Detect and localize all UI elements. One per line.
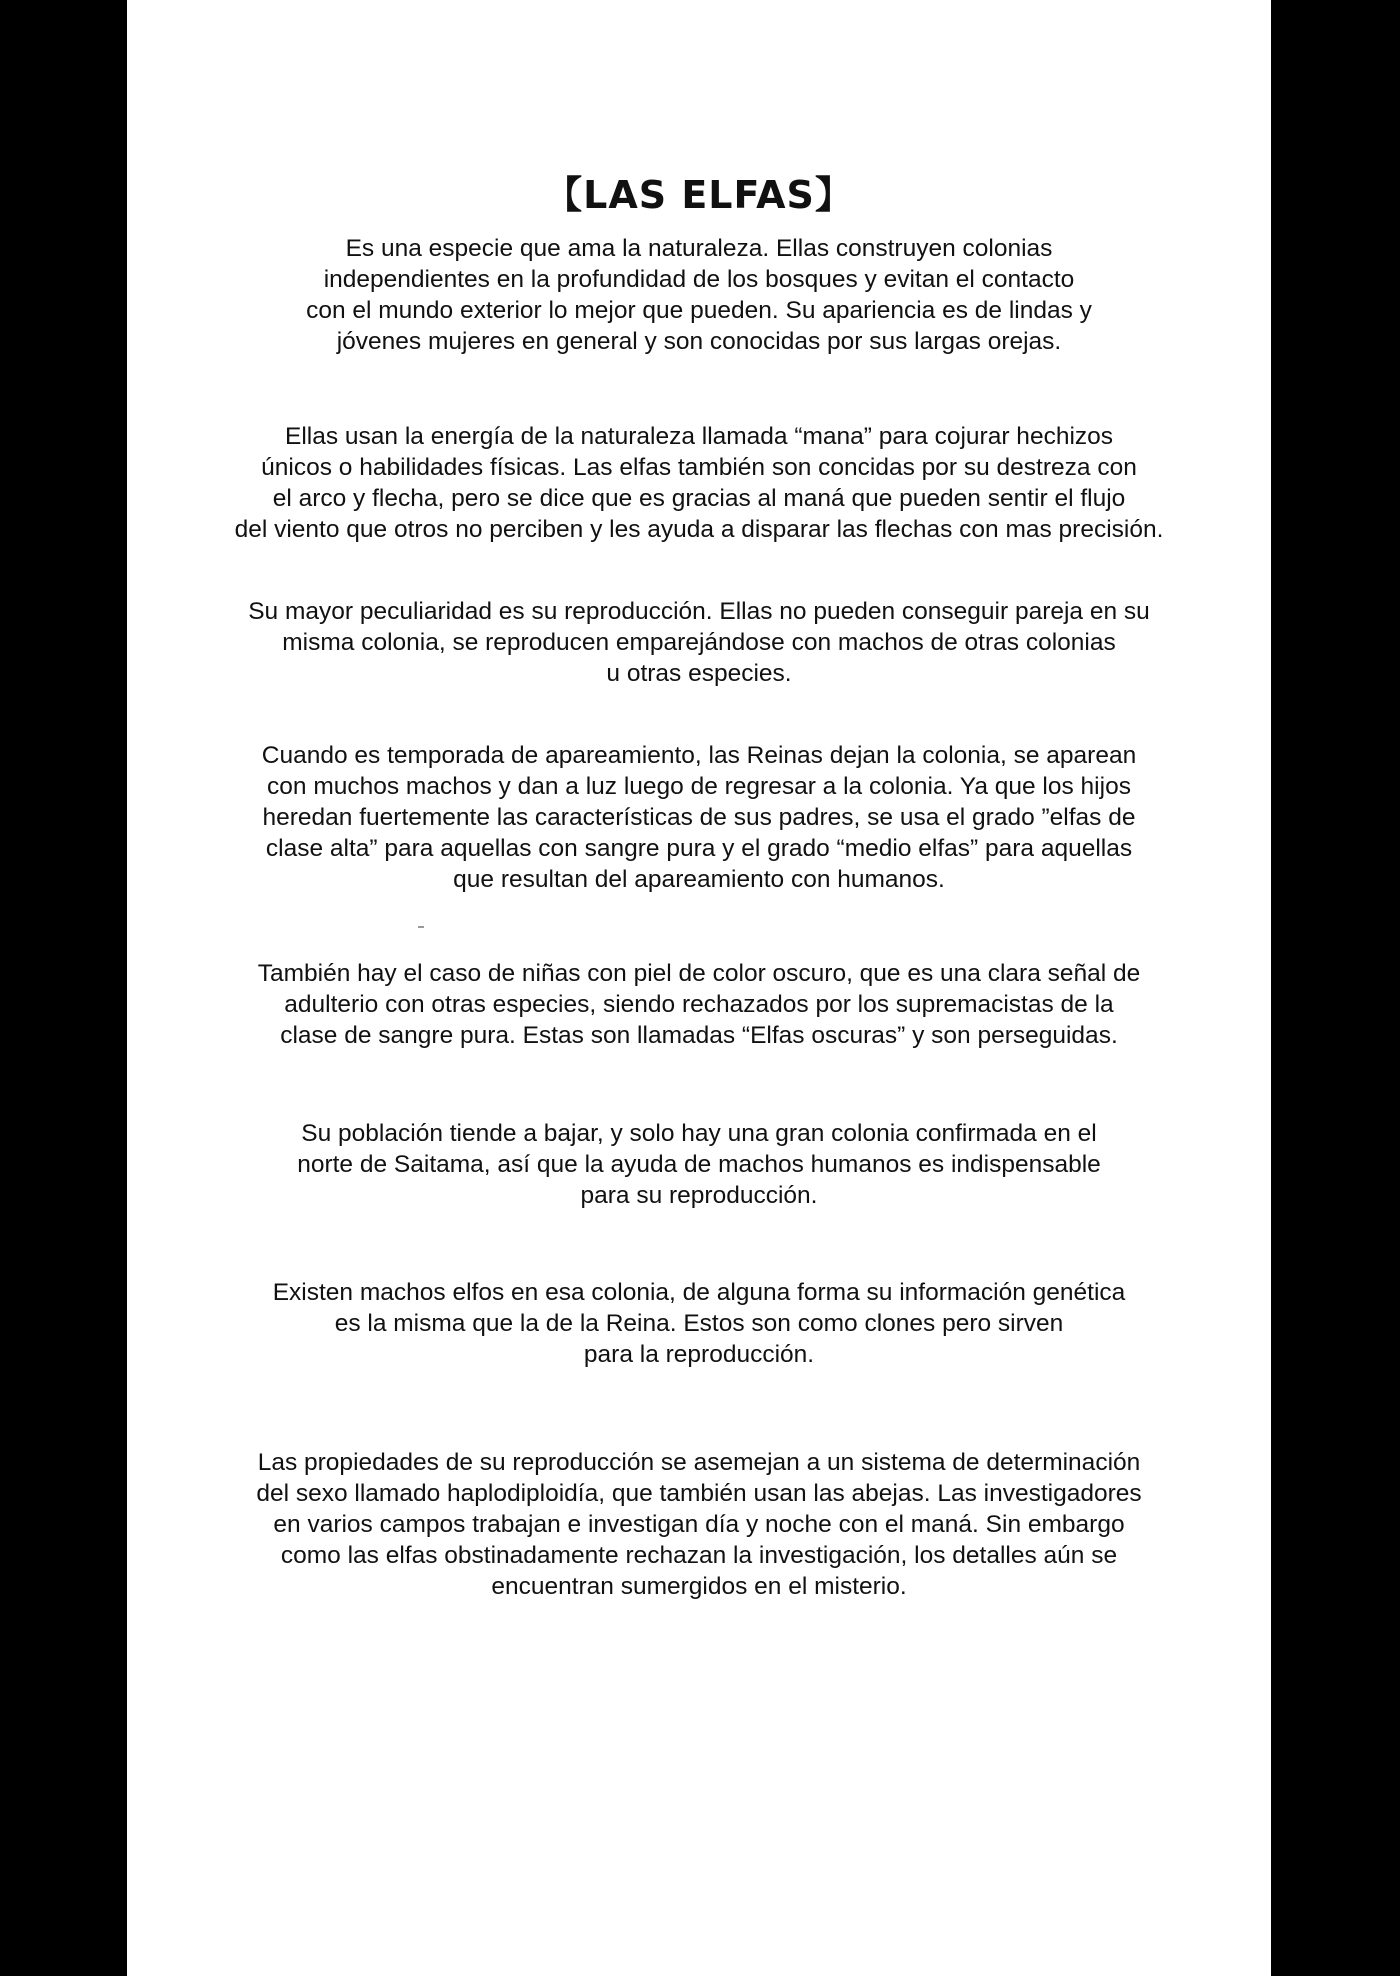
text-line: independientes en la profundidad de los bosques y evitan el contacto	[323, 266, 1075, 293]
text-line: También hay el caso de niñas con piel de color oscuro, que es una clara señal de	[257, 960, 1141, 987]
paragraph-8	[167, 1447, 1231, 1602]
text-line: como las elfas obstinadamente rechazan la investigación, los detalles aún se	[280, 1542, 1118, 1569]
paragraph-7	[167, 1277, 1231, 1370]
text-line: con el mundo exterior lo mejor que pueden. Su apariencia es de lindas y	[306, 297, 1092, 324]
text-line: Cuando es temporada de apareamiento, las Reinas dejan la colonia, se aparean	[261, 742, 1137, 769]
paragraph-2	[167, 421, 1231, 545]
text-line: del sexo llamado haplodiploidía, que también usan las abejas. Las investigadores	[256, 1480, 1142, 1507]
text-line: misma colonia, se reproducen emparejándose con machos de otras colonias	[282, 629, 1116, 656]
text-line: norte de Saitama, así que la ayuda de machos humanos es indispensable	[297, 1151, 1101, 1178]
text-line: en varios campos trabajan e investigan día y noche con el maná. Sin embargo	[273, 1511, 1125, 1538]
text-line: es la misma que la de la Reina. Estos son como clones pero sirven	[334, 1310, 1064, 1337]
page-title: 【LAS ELFAS】	[544, 173, 854, 217]
text-line: u otras especies.	[606, 660, 792, 687]
text-line: que resultan del apareamiento con humanos.	[453, 866, 945, 893]
text-line: el arco y flecha, pero se dice que es gracias al maná que pueden sentir el flujo	[272, 485, 1126, 512]
text-line: heredan fuertemente las características de sus padres, se usa el grado ”elfas de	[262, 804, 1136, 831]
document-page	[127, 0, 1271, 1976]
text-line: Su población tiende a bajar, y solo hay una gran colonia confirmada en el	[301, 1120, 1097, 1147]
text-line: Existen machos elfos en esa colonia, de alguna forma su información genética	[272, 1279, 1126, 1306]
text-line: con muchos machos y dan a luz luego de regresar a la colonia. Ya que los hijos	[267, 773, 1131, 800]
text-line: encuentran sumergidos en el misterio.	[491, 1573, 907, 1600]
text-line: Es una especie que ama la naturaleza. Ellas construyen colonias	[345, 235, 1053, 262]
text-line: clase alta” para aquellas con sangre pura y el grado “medio elfas” para aquellas	[265, 835, 1133, 862]
text-line: para la reproducción.	[583, 1341, 815, 1368]
paragraph-1	[167, 233, 1231, 357]
text-line: Las propiedades de su reproducción se asemejan a un sistema de determinación	[257, 1449, 1141, 1476]
paragraph-3	[167, 596, 1231, 689]
text-line: únicos o habilidades físicas. Las elfas también son concidas por su destreza con	[261, 454, 1137, 481]
text-line: adulterio con otras especies, siendo rechazados por los supremacistas de la	[284, 991, 1114, 1018]
text-line: Ellas usan la energía de la naturaleza llamada “mana” para cojurar hechizos	[284, 423, 1114, 450]
scan-speck	[418, 926, 424, 928]
text-line: para su reproducción.	[580, 1182, 818, 1209]
paragraph-5	[167, 958, 1231, 1051]
text-line: jóvenes mujeres en general y son conocidas por sus largas orejas.	[336, 328, 1062, 355]
paragraph-6	[167, 1118, 1231, 1211]
paragraph-4	[167, 740, 1231, 895]
text-line: Su mayor peculiaridad es su reproducción. Ellas no pueden conseguir pareja en su	[248, 598, 1150, 625]
text-line: del viento que otros no perciben y les ayuda a disparar las flechas con mas precisión.	[234, 516, 1164, 543]
text-line: clase de sangre pura. Estas son llamadas “Elfas oscuras” y son perseguidas.	[280, 1022, 1118, 1049]
